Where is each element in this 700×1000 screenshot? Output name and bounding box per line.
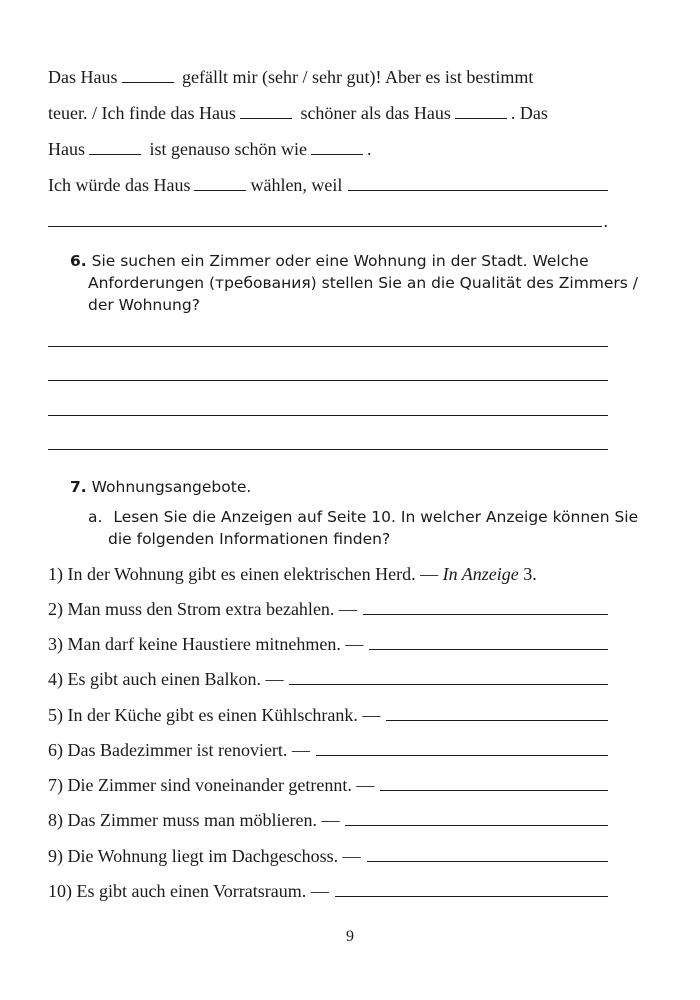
text: Ich würde das Haus [48, 175, 191, 195]
item-text: 4) Es gibt auch einen Balkon. — [48, 669, 284, 689]
text: Wohnungsangebote. [91, 478, 252, 496]
text: gefällt mir (sehr / sehr gut)! Aber es ist bestimmt [182, 67, 534, 87]
answer-line[interactable] [48, 449, 608, 450]
example-number: 3. [523, 564, 537, 584]
answer-line[interactable] [48, 380, 608, 381]
ex5-line-2 [48, 104, 548, 122]
item-text: 9) Die Wohnung liegt im Dachgeschoss. — [48, 846, 361, 866]
ex7-item [48, 847, 608, 865]
ex7-sub-line-2 [108, 532, 390, 548]
answer-blank[interactable] [369, 648, 608, 650]
ex7-item [48, 741, 608, 759]
ex7-item [48, 882, 608, 900]
text: schöner als das Haus [300, 103, 451, 123]
answer-blank[interactable] [240, 117, 292, 119]
item-text: 8) Das Zimmer muss man möblieren. — [48, 810, 340, 830]
text: teuer. / Ich finde das Haus [48, 103, 236, 123]
answer-blank[interactable] [48, 225, 602, 227]
answer-blank[interactable] [311, 153, 363, 155]
text: . [366, 139, 372, 159]
ex7-item [48, 811, 608, 829]
text: ist genauso schön wie [149, 139, 307, 159]
exercise-number: 7. [70, 478, 87, 496]
text: die folgenden Informationen finden? [108, 530, 391, 548]
ex6-line-1 [70, 254, 589, 270]
item-text: 6) Das Badezimmer ist renoviert. — [48, 740, 310, 760]
ex7-sub-line-1 [88, 510, 638, 526]
ex5-line-5 [48, 212, 608, 230]
answer-blank[interactable] [289, 683, 608, 685]
answer-blank[interactable] [386, 719, 608, 721]
ex7-item [48, 776, 608, 794]
ex5-line-3 [48, 140, 371, 158]
ex7-item [48, 600, 608, 618]
item-text: 5) In der Küche gibt es einen Kühlschrank. — [48, 705, 381, 725]
text: Anforderungen (требования) stellen Sie an die Qualität des Zimmers / [88, 274, 639, 292]
text: wählen, weil [250, 175, 343, 195]
answer-blank[interactable] [348, 189, 608, 191]
answer-blank[interactable] [194, 189, 246, 191]
text: der Wohnung? [88, 296, 200, 314]
answer-blank[interactable] [367, 860, 608, 862]
answer-blank[interactable] [455, 117, 507, 119]
answer-blank[interactable] [345, 824, 608, 826]
answer-blank[interactable] [380, 789, 608, 791]
answer-line[interactable] [48, 346, 608, 347]
text: Lesen Sie die Anzeigen auf Seite 10. In welcher Anzeige können Sie [113, 508, 639, 526]
ex5-line-4 [48, 176, 608, 194]
text: 1) In der Wohnung gibt es einen elektrischen Herd. — [48, 564, 439, 584]
ex7-example [48, 565, 537, 583]
example-answer: In Anzeige [442, 564, 519, 584]
ex7-item [48, 706, 608, 724]
sub-label: a. [88, 508, 103, 526]
exercise-number: 6. [70, 252, 87, 270]
answer-blank[interactable] [89, 153, 141, 155]
ex7-item [48, 635, 608, 653]
page-number: 9 [346, 928, 354, 945]
text: Das Haus [48, 67, 118, 87]
answer-blank[interactable] [122, 81, 174, 83]
item-text: 10) Es gibt auch einen Vorratsraum. — [48, 881, 329, 901]
ex6-line-3 [88, 298, 200, 314]
answer-blank[interactable] [316, 754, 608, 756]
ex7-title [70, 480, 251, 496]
answer-blank[interactable] [363, 613, 608, 615]
text: Sie suchen ein Zimmer oder eine Wohnung in der Stadt. Welche [91, 252, 589, 270]
item-text: 3) Man darf keine Haustiere mitnehmen. — [48, 634, 364, 654]
answer-line[interactable] [48, 415, 608, 416]
text: Haus [48, 139, 85, 159]
text: . Das [510, 103, 548, 123]
item-text: 7) Die Zimmer sind voneinander getrennt. — [48, 775, 375, 795]
text: . [603, 211, 608, 231]
answer-blank[interactable] [335, 895, 608, 897]
ex7-item [48, 670, 608, 688]
ex6-line-2 [88, 276, 638, 292]
ex5-line-1 [48, 68, 533, 86]
item-text: 2) Man muss den Strom extra bezahlen. — [48, 599, 357, 619]
